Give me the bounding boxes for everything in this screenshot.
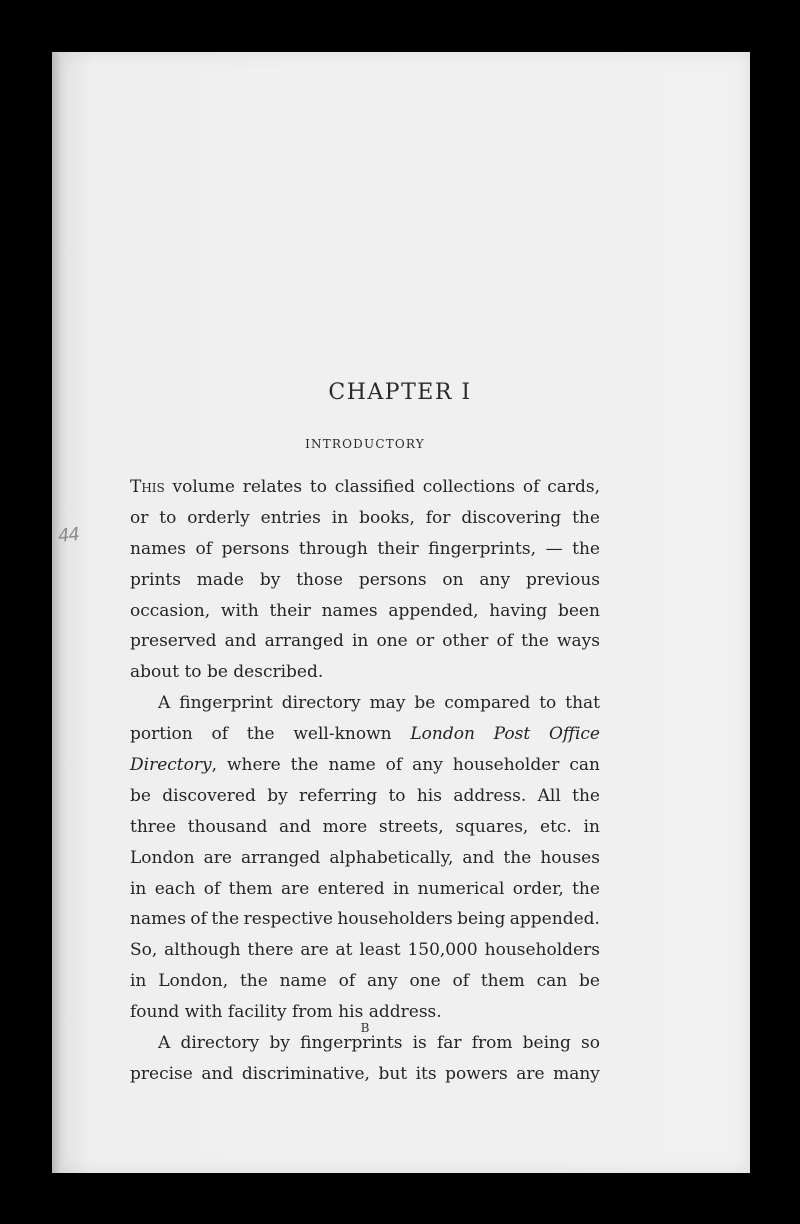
word: appended, xyxy=(388,600,479,621)
word: collections xyxy=(422,477,516,497)
word: with xyxy=(220,600,259,621)
text-line xyxy=(130,812,600,843)
word: that xyxy=(565,693,600,714)
word: from xyxy=(471,1033,513,1054)
word: are xyxy=(203,847,232,868)
word: their xyxy=(269,600,311,621)
word: portion xyxy=(130,724,193,745)
word: being xyxy=(522,1033,571,1054)
word: powers xyxy=(445,1063,508,1084)
word: volume xyxy=(172,477,235,497)
word: in xyxy=(392,878,410,899)
word: be xyxy=(579,971,600,992)
word: prints xyxy=(130,569,181,590)
word: be xyxy=(130,785,151,806)
word: about xyxy=(130,662,180,683)
word: in xyxy=(130,971,147,992)
word: address. xyxy=(453,785,527,806)
word: Office xyxy=(548,724,600,745)
word: and xyxy=(201,1063,234,1084)
word: names xyxy=(130,909,186,930)
word: 150,000 xyxy=(407,940,478,961)
word: his xyxy=(338,1002,364,1023)
word: All xyxy=(537,785,561,806)
word: householders xyxy=(484,940,600,961)
word: Post xyxy=(493,724,531,745)
text-line xyxy=(130,503,600,534)
word: are xyxy=(300,940,329,961)
word: the xyxy=(503,847,532,868)
word: by xyxy=(259,569,281,590)
word: each xyxy=(154,878,196,899)
word: are xyxy=(516,1063,545,1084)
word: so xyxy=(581,1033,600,1054)
word: having xyxy=(489,600,548,621)
word: from xyxy=(292,1002,333,1023)
word: those xyxy=(296,569,343,590)
word: A xyxy=(158,1033,171,1054)
word: be xyxy=(206,662,228,683)
word: appended. xyxy=(509,909,600,930)
word: referring xyxy=(299,785,378,806)
word: numerical xyxy=(417,878,505,899)
text-line xyxy=(130,781,600,812)
text-line xyxy=(130,719,600,750)
word: entries xyxy=(260,507,321,528)
word: streets, xyxy=(378,816,444,837)
word: preserved xyxy=(130,631,217,652)
word: where xyxy=(226,755,281,776)
word: to xyxy=(539,693,557,714)
word: discovering xyxy=(461,507,562,528)
word: arranged xyxy=(240,847,321,868)
text-line xyxy=(130,935,600,966)
word: the xyxy=(211,909,240,930)
word: and xyxy=(462,847,495,868)
word: on xyxy=(442,569,464,590)
word: address. xyxy=(368,1002,442,1023)
word: This xyxy=(130,477,165,497)
page-signature-mark: B xyxy=(360,1021,370,1035)
page-gutter-shadow xyxy=(52,52,62,1173)
word: described. xyxy=(233,662,324,683)
word: thousand xyxy=(187,816,268,837)
word: of xyxy=(496,631,513,652)
word: well-known xyxy=(293,724,392,745)
word: for xyxy=(425,507,451,528)
word: name xyxy=(279,971,327,992)
word: or xyxy=(130,507,149,528)
word: found xyxy=(130,1002,180,1023)
word: the xyxy=(572,538,600,559)
word: can xyxy=(569,755,600,776)
word: of xyxy=(203,878,221,899)
word: any xyxy=(412,755,443,776)
word: be xyxy=(414,693,436,714)
word: its xyxy=(415,1063,437,1084)
word: compared xyxy=(444,693,531,714)
text-line xyxy=(130,688,600,719)
word: of xyxy=(385,755,403,776)
word: far xyxy=(436,1033,462,1054)
word: etc. xyxy=(540,816,572,837)
word: orderly xyxy=(187,507,250,528)
word: London, xyxy=(158,971,229,992)
handwritten-margin-note: 44 xyxy=(56,523,80,548)
word: and xyxy=(279,816,311,837)
word: alphabetically, xyxy=(329,847,454,868)
word: houses xyxy=(540,847,600,868)
word: by xyxy=(267,785,288,806)
word: other xyxy=(442,631,489,652)
word: although xyxy=(164,940,241,961)
word: books, xyxy=(359,507,415,528)
word: or xyxy=(415,631,435,652)
word: London xyxy=(410,724,475,745)
word: fingerprints xyxy=(300,1033,403,1054)
word: more xyxy=(322,816,368,837)
chapter-subtitle: INTRODUCTORY xyxy=(305,437,425,451)
word: to xyxy=(159,507,177,528)
word: fingerprints, xyxy=(428,538,537,559)
word: — xyxy=(545,538,563,559)
word: the xyxy=(521,631,549,652)
paragraph-2 xyxy=(130,688,600,1028)
word: directory xyxy=(180,1033,260,1054)
word: them xyxy=(480,971,525,992)
text-line xyxy=(130,565,600,596)
word: householders xyxy=(337,909,453,930)
word: in xyxy=(331,507,349,528)
word: any xyxy=(366,971,398,992)
word: the xyxy=(572,878,600,899)
word: in xyxy=(583,816,600,837)
word: directory xyxy=(281,693,361,714)
paragraph-3 xyxy=(130,1028,600,1090)
word: the xyxy=(572,785,600,806)
text-line xyxy=(130,626,600,657)
word: the xyxy=(572,507,600,528)
word: of xyxy=(190,909,207,930)
word: the xyxy=(290,755,319,776)
text-line xyxy=(130,966,600,997)
word: been xyxy=(557,600,600,621)
word: them xyxy=(228,878,273,899)
word: relates xyxy=(242,477,303,497)
word: can xyxy=(536,971,568,992)
text-line xyxy=(130,534,600,565)
word: of xyxy=(338,971,356,992)
text-line xyxy=(130,1059,600,1090)
word: So, xyxy=(130,940,158,961)
word: of xyxy=(522,477,540,497)
word: householder xyxy=(452,755,560,776)
word: made xyxy=(196,569,244,590)
word: precise xyxy=(130,1063,193,1084)
word: names xyxy=(321,600,378,621)
text-line xyxy=(130,904,600,935)
word: of xyxy=(452,971,470,992)
word: ways xyxy=(556,631,600,652)
word: name xyxy=(328,755,376,776)
word: names xyxy=(130,538,186,559)
word: one xyxy=(409,971,441,992)
word: are xyxy=(280,878,310,899)
word: but xyxy=(378,1063,408,1084)
text-line xyxy=(130,596,600,627)
word: persons xyxy=(358,569,427,590)
word: arranged xyxy=(264,631,344,652)
word: to xyxy=(388,785,406,806)
word: many xyxy=(553,1063,600,1084)
word: previous xyxy=(525,569,600,590)
body-text xyxy=(130,472,600,1090)
word: their xyxy=(377,538,419,559)
word: at xyxy=(335,940,353,961)
word: Directory, xyxy=(130,755,217,776)
word: there xyxy=(247,940,294,961)
paragraph-1 xyxy=(130,472,600,688)
word: in xyxy=(352,631,369,652)
text-line xyxy=(130,874,600,905)
word: three xyxy=(130,816,177,837)
word: classified xyxy=(334,477,415,497)
word: the xyxy=(239,971,268,992)
word: with xyxy=(184,1002,223,1023)
word: of xyxy=(195,538,213,559)
word: through xyxy=(298,538,368,559)
word: any xyxy=(479,569,511,590)
word: may xyxy=(369,693,406,714)
word: London xyxy=(130,847,195,868)
word: of xyxy=(211,724,228,745)
word: and xyxy=(224,631,257,652)
word: the xyxy=(246,724,275,745)
word: order, xyxy=(512,878,564,899)
word: A xyxy=(158,693,171,714)
text-line xyxy=(130,843,600,874)
word: entered xyxy=(317,878,385,899)
text-line xyxy=(130,472,600,503)
word: to xyxy=(309,477,327,497)
text-line xyxy=(130,657,600,688)
word: one xyxy=(376,631,408,652)
word: least xyxy=(359,940,401,961)
text-line xyxy=(130,750,600,781)
word: being xyxy=(457,909,506,930)
word: respective xyxy=(243,909,333,930)
word: persons xyxy=(221,538,290,559)
word: discriminative, xyxy=(241,1063,370,1084)
word: occasion, xyxy=(130,600,211,621)
word: facility xyxy=(227,1002,287,1023)
word: squares, xyxy=(455,816,529,837)
word: by xyxy=(269,1033,290,1054)
word: his xyxy=(416,785,442,806)
word: discovered xyxy=(162,785,256,806)
chapter-title: CHAPTER I xyxy=(328,380,472,405)
word: is xyxy=(412,1033,427,1054)
word: fingerprint xyxy=(179,693,273,714)
word: cards, xyxy=(547,477,600,497)
word: in xyxy=(130,878,147,899)
word: to xyxy=(184,662,202,683)
